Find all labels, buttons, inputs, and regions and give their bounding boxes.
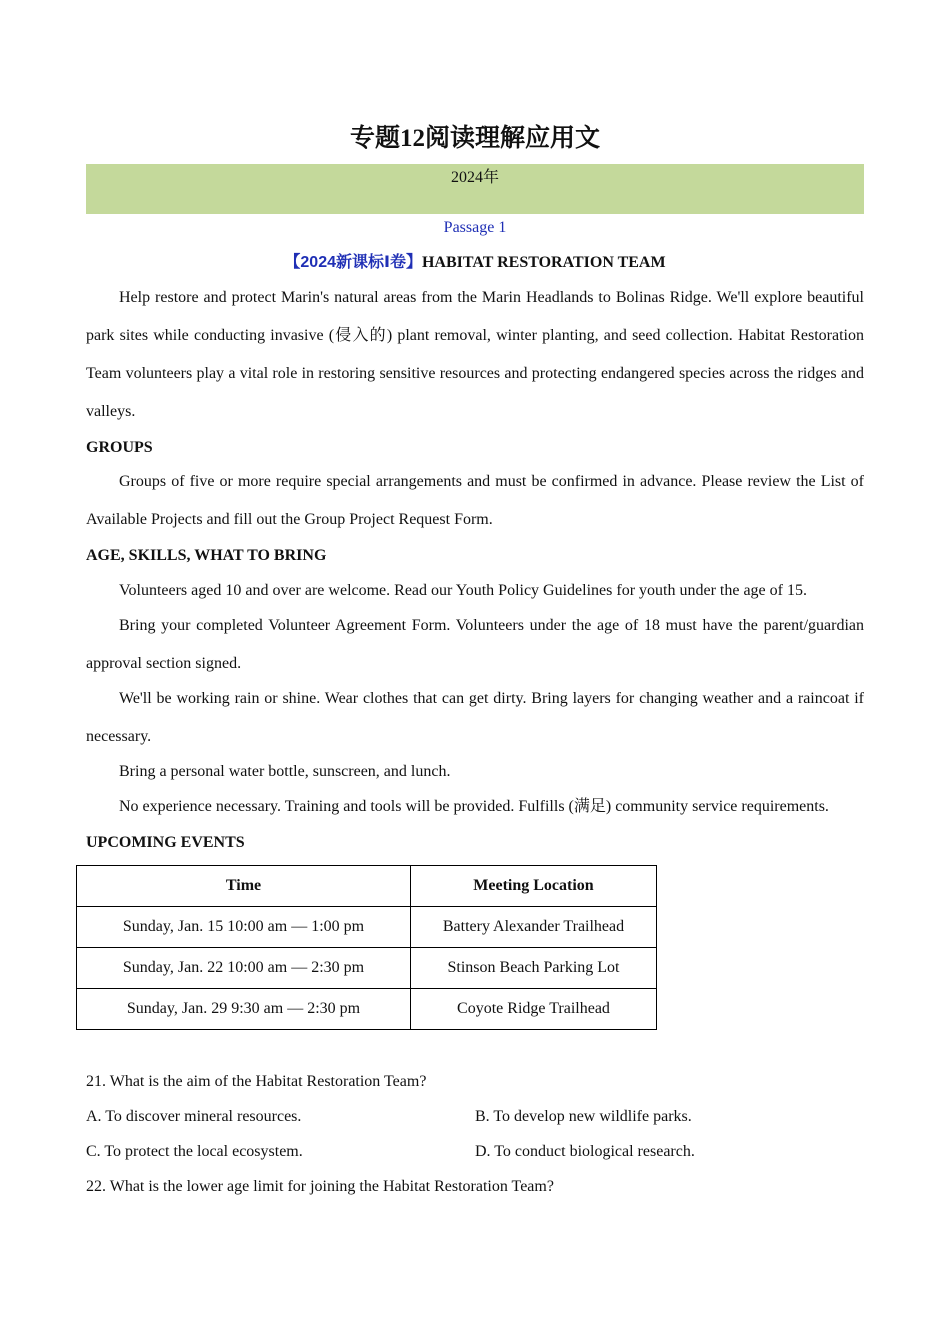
age-paragraph-1: Volunteers aged 10 and over are welcome. Read our Youth Policy Guidelines for youth under the age of 15. (119, 582, 807, 599)
event-location: Stinson Beach Parking Lot (411, 948, 657, 989)
year-banner: 2024年 (86, 164, 864, 214)
column-header-location: Meeting Location (411, 866, 657, 907)
question-22-stem: 22. What is the lower age limit for joining the Habitat Restoration Team? (86, 1178, 554, 1195)
passage-label: Passage 1 (443, 219, 507, 236)
event-location: Battery Alexander Trailhead (411, 907, 657, 948)
events-heading: UPCOMING EVENTS (86, 834, 245, 851)
groups-heading: GROUPS (86, 439, 153, 456)
table-row (77, 907, 657, 948)
question-21-option-d: D. To conduct biological research. (475, 1143, 695, 1160)
passage-heading (86, 251, 864, 275)
column-header-time: Time (77, 866, 411, 907)
event-time: Sunday, Jan. 22 10:00 am — 2:30 pm (77, 948, 411, 989)
table-header-row (77, 866, 657, 907)
question-21-option-c: C. To protect the local ecosystem. (86, 1143, 303, 1160)
event-location: Coyote Ridge Trailhead (411, 989, 657, 1030)
groups-paragraph: Groups of five or more require special arrangements and must be confirmed in advance. Please review the List of Available Projects and fill out the Group Project Request Form. (86, 473, 864, 528)
age-paragraph-5: No experience necessary. Training and tools will be provided. Fulfills (满足) community service requirements. (119, 798, 829, 815)
intro-paragraph: Help restore and protect Marin's natural areas from the Marin Headlands to Bolinas Ridge. We'll explore beautiful park sites while conducting invasive (侵入的) plant removal, winter planting, and seed collection. Habitat Restoration Team volunteers play a vital role in restoring sensitive resources and protecting endangered species across the ridges and valleys. (86, 289, 864, 420)
passage-heading-text: HABITAT RESTORATION TEAM (421, 254, 666, 271)
exam-source-tag: 【2024新课标Ⅰ卷】 (284, 254, 422, 271)
question-21-option-a: A. To discover mineral resources. (86, 1108, 302, 1125)
event-time: Sunday, Jan. 29 9:30 am — 2:30 pm (77, 989, 411, 1030)
table-row (77, 989, 657, 1030)
age-paragraph-4: Bring a personal water bottle, sunscreen, and lunch. (119, 763, 451, 780)
event-time: Sunday, Jan. 15 10:00 am — 1:00 pm (77, 907, 411, 948)
question-21-stem: 21. What is the aim of the Habitat Restoration Team? (86, 1073, 427, 1090)
document-title: 专题12阅读理解应用文 (349, 125, 600, 152)
question-21-option-b: B. To develop new wildlife parks. (475, 1108, 692, 1125)
events-table (76, 865, 657, 1030)
age-section-heading: AGE, SKILLS, WHAT TO BRING (86, 547, 327, 564)
table-row (77, 948, 657, 989)
age-paragraph-3: We'll be working rain or shine. Wear clothes that can get dirty. Bring layers for changing weather and a raincoat if necessary. (86, 690, 864, 745)
age-paragraph-2: Bring your completed Volunteer Agreement Form. Volunteers under the age of 18 must have the parent/guardian approval section signed. (86, 617, 864, 672)
